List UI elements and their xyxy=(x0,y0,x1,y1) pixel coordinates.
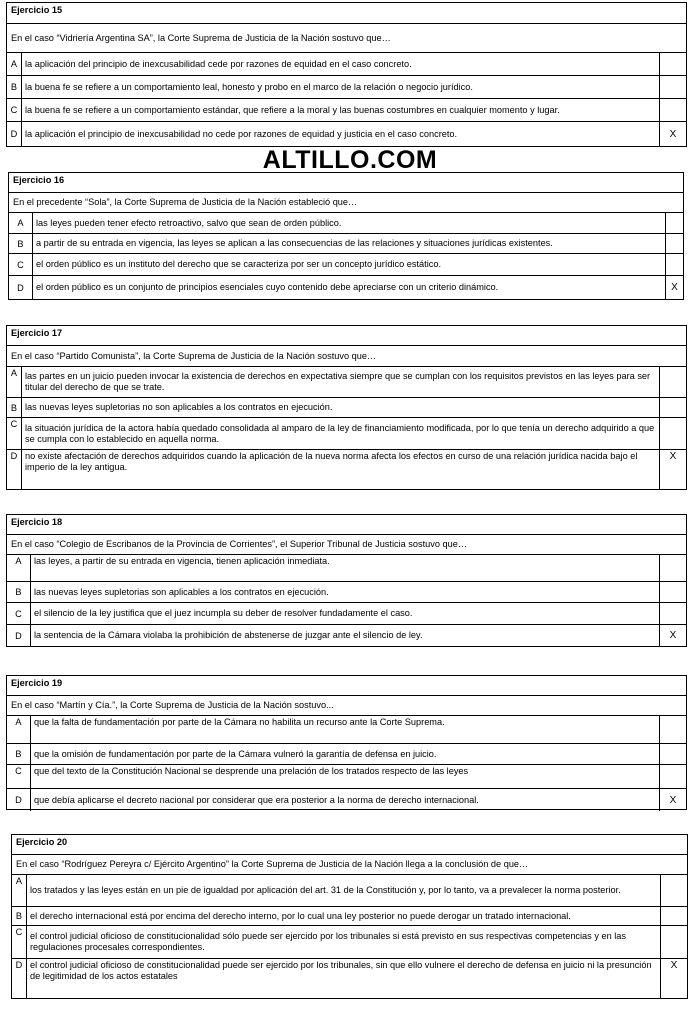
exercise-19 xyxy=(6,675,687,810)
option-text: las nuevas leyes supletorias no son aplicables a los contratos en ejecución. xyxy=(22,398,660,417)
option-text: el silencio de la ley justifica que el juez incumpla su deber de resolver fundadamente el caso. xyxy=(31,603,660,624)
option-row xyxy=(7,582,686,603)
option-letter: A xyxy=(7,53,22,75)
option-mark: X xyxy=(669,630,677,641)
option-row xyxy=(9,254,683,276)
exercise-18 xyxy=(6,514,687,647)
option-row xyxy=(7,418,686,450)
option-mark xyxy=(660,716,686,743)
option-row xyxy=(7,555,686,582)
option-row xyxy=(9,213,683,234)
option-letter: A xyxy=(7,367,22,397)
option-mark xyxy=(660,603,686,624)
option-text: que debía aplicarse el decreto nacional por considerar que era posterior a la norma de derecho internacional. xyxy=(31,789,660,811)
exercise-17 xyxy=(6,325,687,490)
option-text: la buena fe se refiere a un comportamiento estándar, que refiere a la moral y las buenas costumbres en cualquier momento y lugar. xyxy=(22,99,660,121)
option-mark: X xyxy=(670,960,678,971)
exercise-20 xyxy=(11,834,688,999)
option-mark xyxy=(660,53,686,75)
option-row xyxy=(7,122,686,146)
option-mark: X xyxy=(669,451,677,462)
option-mark xyxy=(660,398,686,417)
option-letter: C xyxy=(12,926,27,958)
option-row xyxy=(7,367,686,398)
option-row xyxy=(7,76,686,99)
exercise-title: Ejercicio 19 xyxy=(7,676,686,696)
option-row xyxy=(7,625,686,646)
option-letter: D xyxy=(12,959,27,998)
exercise-16 xyxy=(8,172,684,300)
option-text: las partes en un juicio pueden invocar la existencia de derechos en expectativa siempre que se cumplan con los requisitos previstos en las leyes para ser titular del derecho de que se trate. xyxy=(22,367,660,397)
option-mark xyxy=(660,765,686,788)
option-text: la situación jurídica de la actora había quedado consolidada al amparo de la ley de financiamiento modificada, por lo que tenía un derecho adquirido a que se cumpla con lo establecido en aquella norma. xyxy=(22,418,660,449)
option-mark xyxy=(666,213,683,233)
exercise-15 xyxy=(6,2,687,147)
option-mark xyxy=(660,744,686,764)
exercise-question: En el caso “Colegio de Escribanos de la Provincia de Corrientes”, el Superior Tribunal de Justicia sostuvo que… xyxy=(7,535,686,555)
option-mark xyxy=(660,367,686,397)
option-row xyxy=(12,907,687,926)
exercise-question: En el caso “Partido Comunista”, la Corte Suprema de Justicia de la Nación sostuvo que… xyxy=(7,346,686,367)
exercise-question: En el precedente “Sola”, la Corte Suprema de Justicia de la Nación estableció que… xyxy=(9,193,683,213)
option-letter: B xyxy=(7,76,22,98)
option-mark xyxy=(661,907,687,925)
option-mark xyxy=(660,582,686,602)
option-letter: C xyxy=(7,765,31,788)
option-text: las leyes, a partir de su entrada en vigencia, tienen aplicación inmediata. xyxy=(31,555,660,581)
option-letter: A xyxy=(12,875,27,906)
option-row xyxy=(7,789,686,811)
option-row xyxy=(12,959,687,998)
option-text: el derecho internacional está por encima del derecho interno, por lo cual una ley posterior no puede derogar un tratado internacional. xyxy=(27,907,661,925)
option-row xyxy=(7,99,686,122)
option-row xyxy=(12,875,687,907)
option-letter: C xyxy=(9,254,33,275)
option-text: que del texto de la Constitución Nacional se desprende una prelación de los tratados respecto de las leyes xyxy=(31,765,660,788)
option-letter: D xyxy=(9,276,33,299)
option-text: la buena fe se refiere a un comportamiento leal, honesto y probo en el marco de la relación o negocio jurídico. xyxy=(22,76,660,98)
exercise-title: Ejercicio 18 xyxy=(7,515,686,535)
option-row xyxy=(7,603,686,625)
option-text: a partir de su entrada en vigencia, las leyes se aplican a las consecuencias de las relaciones y situaciones jurídicas existentes. xyxy=(33,234,666,253)
exercise-question: En el caso “Martín y Cía.”, la Corte Suprema de Justicia de la Nación sostuvo... xyxy=(7,696,686,716)
option-mark: X xyxy=(671,282,678,293)
option-letter: A xyxy=(7,716,31,743)
option-row xyxy=(7,744,686,765)
option-row xyxy=(7,765,686,789)
option-letter: D xyxy=(7,450,22,489)
option-letter: A xyxy=(7,555,31,581)
option-letter: B xyxy=(7,398,22,417)
option-text: el control judicial oficioso de constitucionalidad puede ser ejercido por los tribunales, sin que ello vulnere el derecho de defensa en juicio ni la presunción de legitimidad de los actos estatales xyxy=(27,959,661,998)
option-letter: A xyxy=(9,213,33,233)
option-row xyxy=(9,276,683,299)
option-text: las leyes pueden tener efecto retroactivo, salvo que sean de orden público. xyxy=(33,213,666,233)
option-row xyxy=(7,398,686,418)
option-letter: B xyxy=(9,234,33,253)
option-mark: X xyxy=(669,128,677,140)
option-row xyxy=(7,53,686,76)
option-letter: C xyxy=(7,603,31,624)
option-text: el control judicial oficioso de constitucionalidad sólo puede ser ejercido por los tribunales si está previsto en sus respectivas competencias y en las regulaciones procesales correspondientes. xyxy=(27,926,661,958)
option-text: que la falta de fundamentación por parte de la Cámara no habilita un recurso ante la Corte Suprema. xyxy=(31,716,660,743)
option-letter: D xyxy=(7,789,31,811)
option-mark xyxy=(660,99,686,121)
exercise-title: Ejercicio 17 xyxy=(7,326,686,346)
option-text: las nuevas leyes supletorias son aplicables a los contratos en ejecución. xyxy=(31,582,660,602)
option-row xyxy=(7,450,686,489)
option-letter: D xyxy=(7,122,22,146)
option-text: la sentencia de la Cámara violaba la prohibición de abstenerse de juzgar ante el silencio de ley. xyxy=(31,625,660,646)
exercise-question: En el caso “Vidriería Argentina SA”, la Corte Suprema de Justicia de la Nación sostuvo que… xyxy=(7,24,686,53)
option-text: la aplicación el principio de inexcusabilidad no cede por razones de equidad y justicia en el caso concreto. xyxy=(22,122,660,146)
option-text: la aplicación del principio de inexcusabilidad cede por razones de equidad en el caso concreto. xyxy=(22,53,660,75)
option-row xyxy=(9,234,683,254)
option-text: que la omisión de fundamentación por parte de la Cámara vulneró la garantía de defensa en juicio. xyxy=(31,744,660,764)
exercise-title: Ejercicio 20 xyxy=(12,835,687,855)
option-mark xyxy=(660,555,686,581)
option-text: los tratados y las leyes están en un pie de igualdad por aplicación del art. 31 de la Constitución y, por lo tanto, va a prevalecer la norma posterior. xyxy=(27,875,661,906)
option-letter: B xyxy=(7,744,31,764)
option-mark: X xyxy=(669,794,677,806)
option-mark xyxy=(666,234,683,253)
exercise-question: En el caso “Rodríguez Pereyra c/ Ejército Argentino” la Corte Suprema de Justicia de la Nación llega a la conclusión de que… xyxy=(12,855,687,875)
option-mark xyxy=(666,254,683,275)
option-row xyxy=(7,716,686,744)
exercise-title: Ejercicio 15 xyxy=(7,3,686,24)
option-letter: C xyxy=(7,99,22,121)
option-row xyxy=(12,926,687,959)
option-letter: D xyxy=(7,625,31,646)
option-text: el orden público es un conjunto de principios esenciales cuyo contenido debe apreciarse con un criterio dinámico. xyxy=(33,276,666,299)
option-text: el orden público es un instituto del derecho que se caracteriza por ser un concepto jurídico estático. xyxy=(33,254,666,275)
option-mark xyxy=(660,418,686,449)
option-mark xyxy=(661,926,687,958)
option-mark xyxy=(660,76,686,98)
exercise-title: Ejercicio 16 xyxy=(9,173,683,193)
option-letter: C xyxy=(7,418,22,449)
watermark: ALTILLO.COM xyxy=(262,146,438,174)
option-letter: B xyxy=(7,582,31,602)
option-mark xyxy=(661,875,687,906)
option-text: no existe afectación de derechos adquiridos cuando la aplicación de la nueva norma afecta los efectos en curso de una relación jurídica nacida bajo el imperio de la ley antigua. xyxy=(22,450,660,489)
option-letter: B xyxy=(12,907,27,925)
